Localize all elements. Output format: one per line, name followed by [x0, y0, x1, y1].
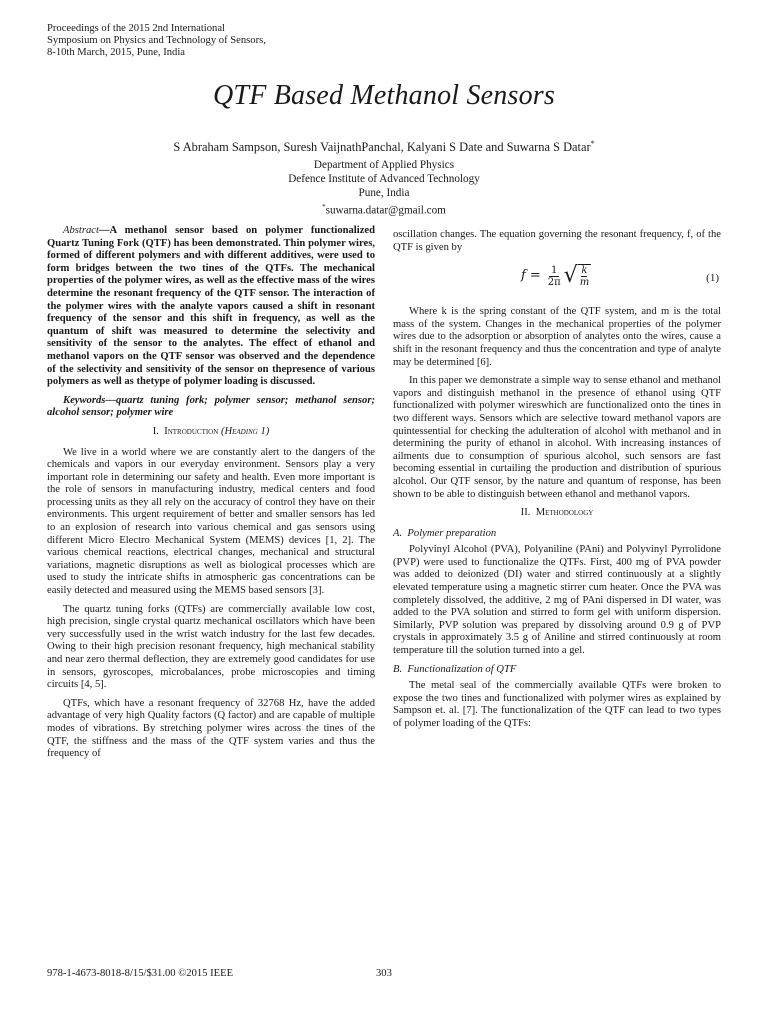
subsection-heading-functionalization [393, 664, 721, 677]
paragraph: We live in a world where we are constantly alert to the dangers of the chemicals and vapors in our everyday environment. Sensors play a very important role in determining our safety and health. Even more important is the role of sensors in manufacturing industry, medical centers and food processing units as they all rely on the accuracy of control they have on their environments. This urgent requirement of better and smaller sensors has led to an explosion of research into various chemical and gas sensors using different Micro Electro Mechanical System (MEMS) devices [1, 2]. The various chemical reactions, electrical changes, mechanical and structural variations, magnetic disruptions as well as biological processes which are used to study the intricate shifts in atmospheric gas concentrations can be easily detected and measured using the MEMS based sensors [3]. [47, 446, 375, 597]
proceedings-line: 8-10th March, 2015, Pune, India [47, 47, 185, 58]
paragraph: oscillation changes. The equation governing the resonant frequency, f, of the QTF is given by [393, 229, 721, 253]
fraction-denominator: 2π [547, 276, 561, 288]
paragraph: QTFs, which have a resonant frequency of 32768 Hz, have the added advantage of very high Quality factors (Q factor) and are capable of multiple modes of vibrations. By stretching polymer wires across the tines of the QTF, the stiffness and the mass of the QTF system varies and thus the frequency of [47, 697, 375, 760]
email-line [0, 200, 768, 218]
equals-sign: = [529, 267, 541, 283]
affiliation-block [0, 158, 768, 218]
city: Pune, India [358, 187, 410, 199]
subsection-title: Polymer preparation [407, 527, 497, 539]
author-list [0, 139, 768, 155]
section-heading-methodology [393, 507, 721, 520]
page-number: 303 [376, 968, 392, 979]
paragraph: In this paper we demonstrate a simple way to sense ethanol and methanol vapors and distinguish methanol in the presence of ethanol using QTF functionalized with polymer wireswhich are functionalized onto the tines in two different ways. Sensors which are selective toward methanol vapors are quintessential for checking the adulteration of alcohol with methanol and in determining the purity of ethanol in alcohol. With increasing instances of ailments due to consumption of spurious alcohol, such sensors are fast becoming essential in curtailing the production and distribution of spurious alcohol. Our QTF sensor, by the nature and quantum of response, has been shown to be able to distinguish between ethanol and methanol vapors. [393, 375, 721, 500]
proceedings-line: Symposium on Physics and Technology of Sensors, [47, 35, 266, 46]
email-mark: * [322, 203, 326, 211]
abstract-text: A methanol sensor based on polymer functionalized Quartz Tuning Fork (QTF) has been demonstrated. Thin polymer wires, formed of different polymers and with different additives, were used to form bridges between the two tines of the QTFs. The mechanical properties of the polymer wires, as well as the effective mass of the wires determine the resonant frequency of the QTF sensor. The interaction of the polymer wires with the analyte vapors caused a shift in resonant frequency of the sensor and this shift in frequency, as well as the quantum of shift was measured to determine the selectivity and sensitivity of the sensor to the analytes. The effect of ethanol and methanol vapors on the QTF sensor was observed and the dependence of the selectivity and sensitivity of the sensor on thepresence of various polymers as well as thetype of polymer loading is discussed. [47, 225, 375, 388]
equation-body [521, 264, 591, 288]
square-root [564, 264, 592, 288]
radicand [578, 264, 591, 288]
equation-1 [393, 260, 721, 300]
section-numeral: I. [152, 425, 159, 437]
footer-isbn: 978-1-4673-8018-8/15/$31.00 ©2015 IEEE [47, 968, 234, 979]
subsection-label: B. [393, 663, 403, 675]
paragraph: Where k is the spring constant of the QTF system, and m is the total mass of the system. Changes in the mechanical properties of the polymer wires due to the adsorption or absorption of analytes onto the wires, cause a shift in the resonant frequency and thus the concentration and type of analyte may be determined [6]. [393, 306, 721, 368]
section-title: Introduction [164, 425, 219, 437]
left-column [47, 225, 375, 767]
proceedings-line: Proceedings of the 2015 2nd International [47, 23, 225, 34]
section-suffix: (Heading 1) [220, 425, 270, 437]
section-title: Methodology [535, 507, 594, 519]
subsection-heading-polymer [393, 528, 721, 541]
corresponding-mark: * [590, 139, 595, 148]
fraction-numerator: 1 [551, 264, 558, 276]
abstract-dash: — [98, 225, 110, 236]
institute: Defence Institute of Advanced Technology [288, 173, 480, 185]
keywords [47, 395, 375, 420]
keywords-text: quartz tuning fork; polymer sensor; methanol sensor; alcohol sensor; polymer wire [47, 394, 375, 419]
section-numeral: II. [520, 507, 531, 519]
keywords-lead: Keywords— [63, 394, 116, 406]
department: Department of Applied Physics [313, 159, 455, 171]
equation-number: (1) [706, 272, 719, 285]
right-column [393, 229, 721, 737]
email: suwarna.datar@gmail.com [325, 204, 446, 217]
section-heading-introduction [47, 426, 375, 439]
equation-lhs: f [521, 267, 526, 283]
authors-text: S Abraham Sampson, Suresh VaijnathPanchal, Kalyani S Date and Suwarna S Datar [173, 140, 591, 155]
radicand-denominator: m [579, 277, 590, 289]
paragraph: The quartz tuning forks (QTFs) are commercially available low cost, high precision, single crystal quartz mechanical oscillators which have been very successfully used in the wrist watch industry for the last few decades. Owing to their high precision resonant frequency, high mechanical stability and near zero thermal deflection, they are extremely good candidates for use in sensors, gyroscopes, microbalances, probe microscopies and timing circuits [4, 5]. [47, 603, 375, 691]
proceedings-header [47, 23, 266, 59]
paragraph: The metal seal of the commercially available QTFs were broken to expose the two tines and functionalized with polymer wires as explained by Sampson et. al. [7]. The functionalization of the QTF can lead to two types of polymer loading of the QTFs: [393, 680, 721, 729]
radicand-numerator: k [581, 265, 588, 277]
abstract-lead: Abstract [63, 225, 99, 236]
abstract [47, 225, 375, 389]
subsection-label: A. [393, 527, 403, 539]
paragraph: Polyvinyl Alcohol (PVA), Polyaniline (PAni) and Polyvinyl Pyrrolidone (PVP) were used to functionalize the QTFs. First, 400 mg of PVA powder was added to deionized (DI) water and stirred continuously at a slightly elevated temperature using a magnetic stirrer cum heater. Once the PVA was completely dissolved, the additive, 2 mg of PAni dispersed in DI water, was added to the PVA solution and stirred to form gel with uniform dispersion. Similarly, PVP solution was prepared by dissolving around 0.9 g of PVP crystals in approximately 3.5 g of Aniline and stirred continuously at room temperature till the solution turned into a gel. [393, 544, 721, 657]
subsection-title: Functionalization of QTF [407, 663, 517, 675]
paper-title: QTF Based Methanol Sensors [213, 80, 555, 111]
radical-sign-icon: √ [563, 263, 578, 289]
fraction [548, 265, 561, 288]
